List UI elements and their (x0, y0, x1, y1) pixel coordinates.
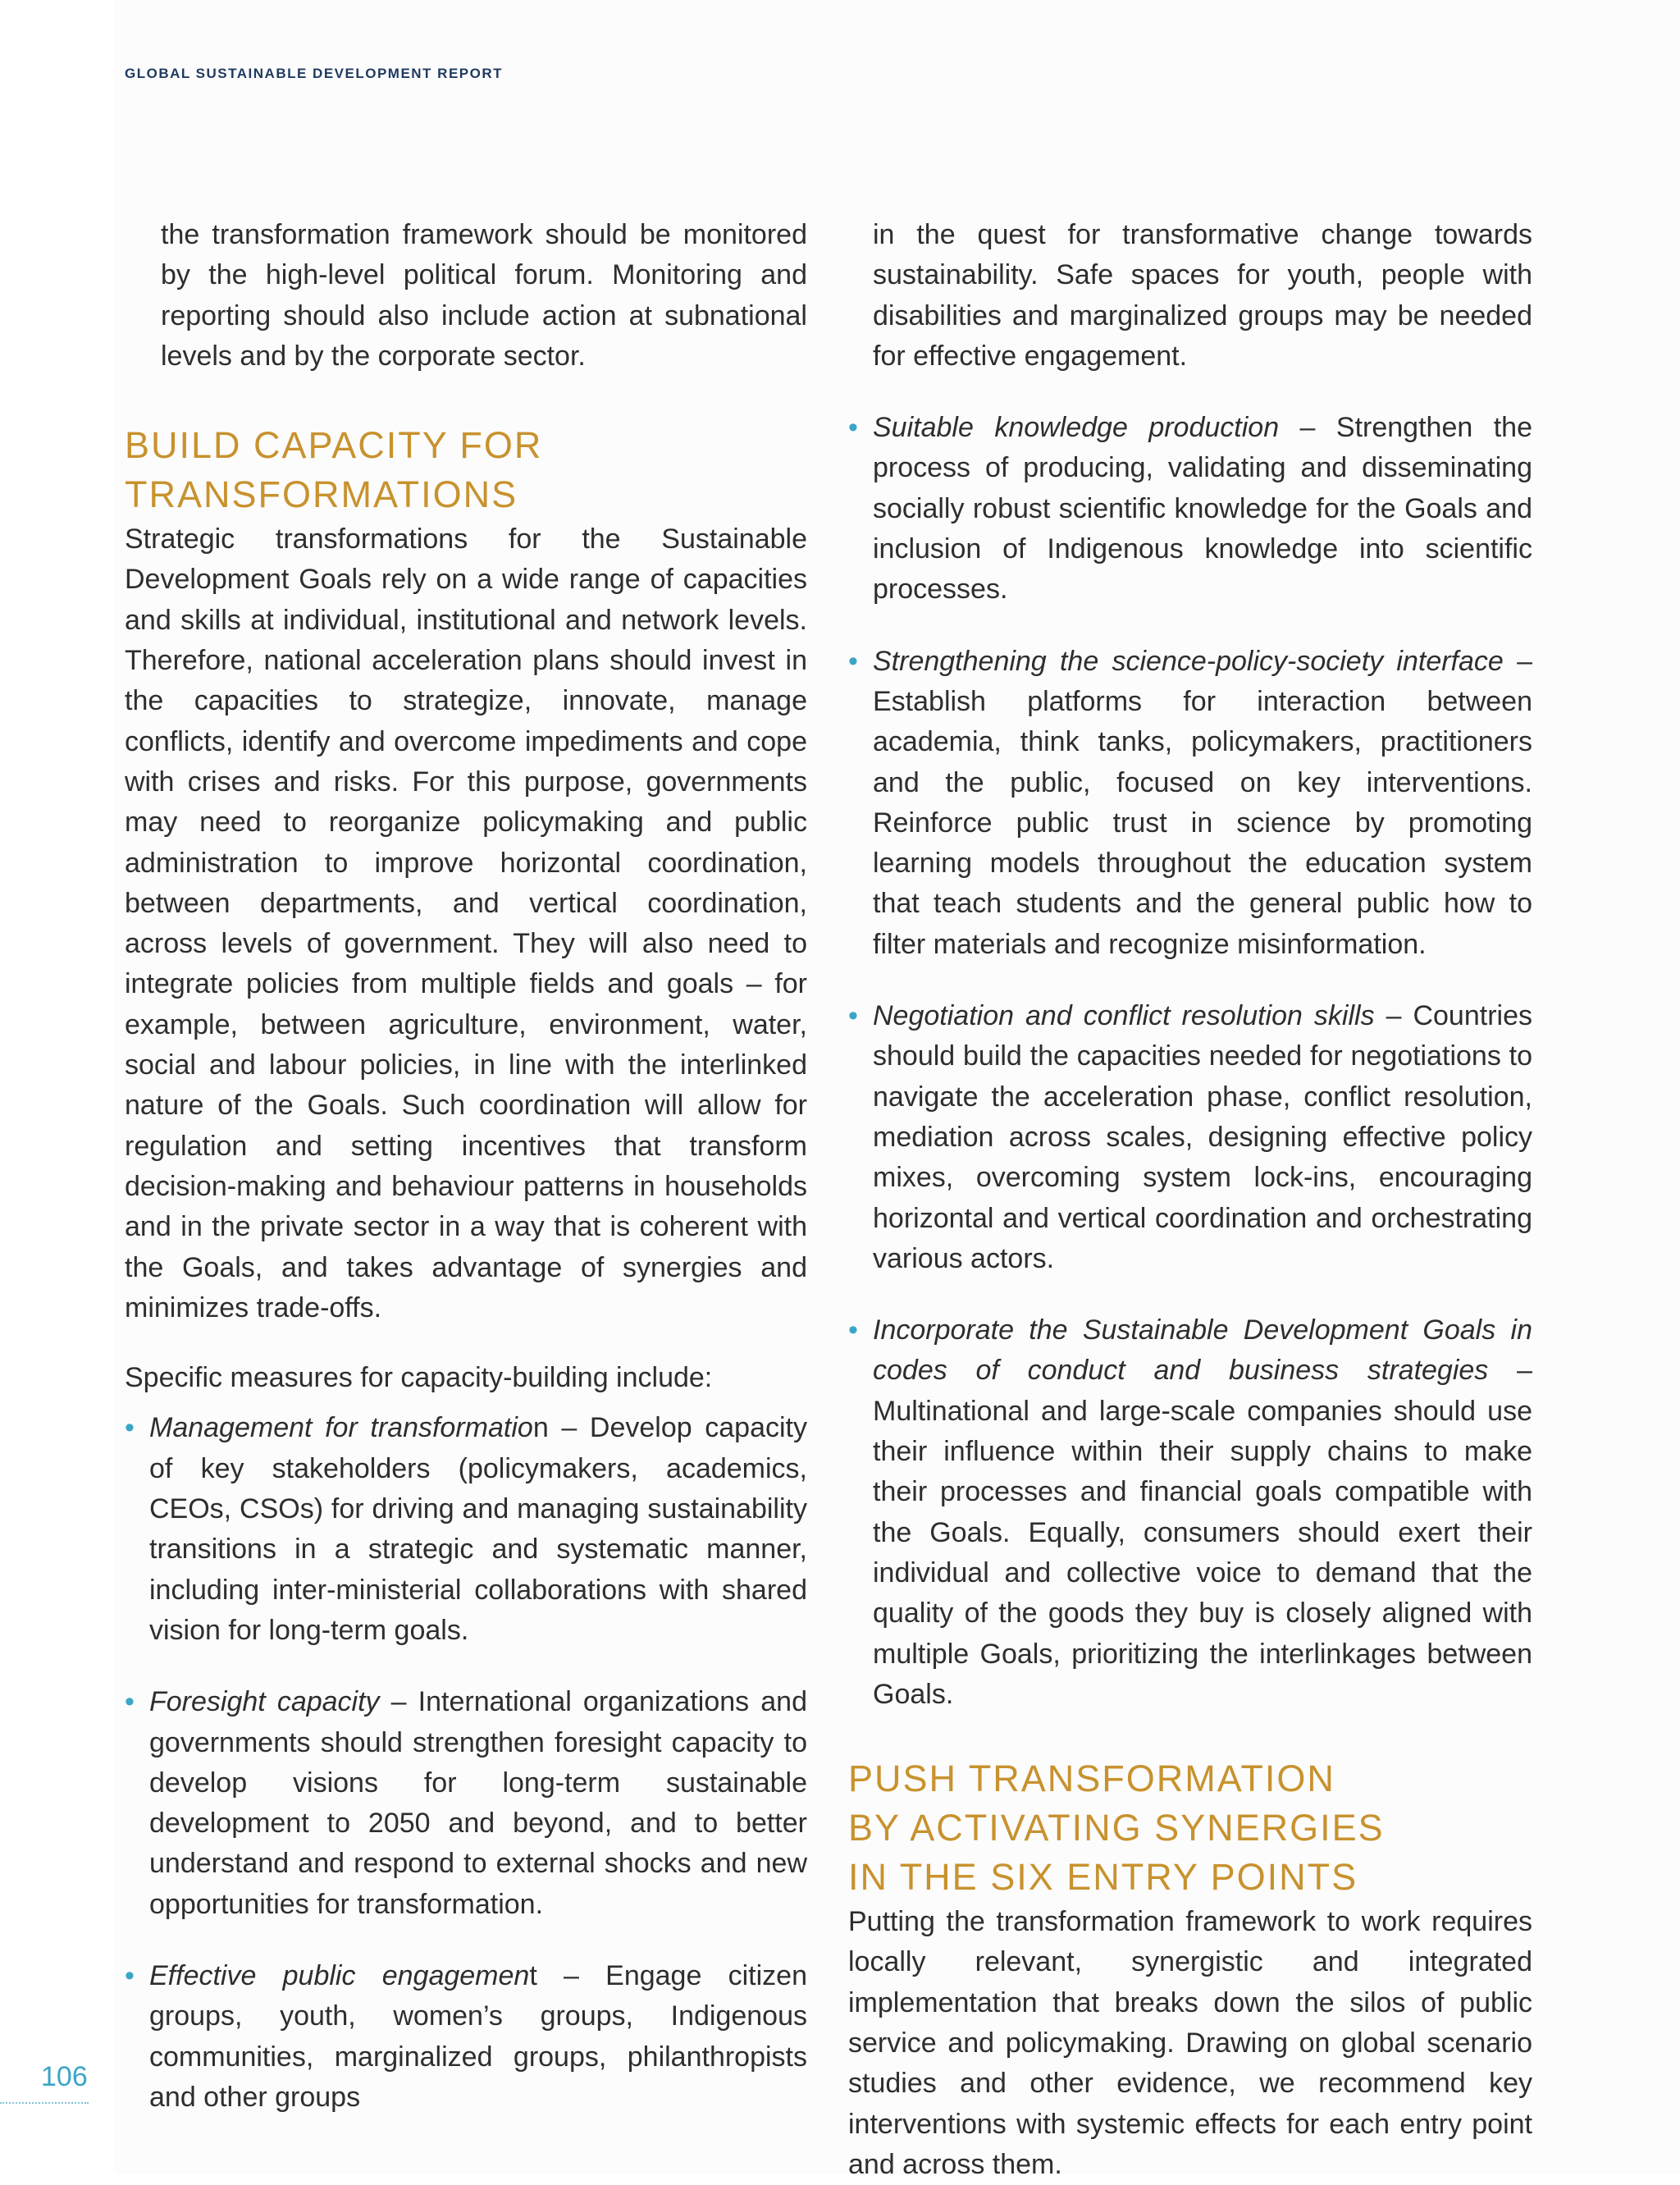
left-column (125, 215, 807, 2118)
bullet-term: Strengthening the science-policy-society interface (873, 645, 1504, 677)
bullet-text: n – Develop capacity of key stakeholders (policymakers, academics, CEOs, CSOs) for driving and managing sustainability transitions in a strategic and systematic manner, including inter-ministerial collaborations with shared vision for long-term goals. (149, 1412, 807, 1646)
section-heading-line: BUILD CAPACITY FOR (125, 424, 543, 467)
bullet-text: – International organizations and governments should strengthen foresight capacity to develop visions for long-term sustainable development to 2050 and beyond, and to better understand and respond to external shocks and new opportunities for transformation. (149, 1686, 807, 1920)
list-item (848, 1310, 1532, 1715)
bullet-icon: • (848, 1314, 858, 1346)
bullet-term: Management for transformatio (149, 1412, 533, 1444)
running-header: GLOBAL SUSTAINABLE DEVELOPMENT REPORT (125, 66, 504, 81)
bullet-intro: Specific measures for capacity-building include: (125, 1362, 713, 1394)
bullet-text: – Countries should build the capacities needed for negotiations to navigate the acceleration phase, conflict resolution, mediation across scales, designing effective policy mixes, overcoming system lock-ins, encouraging horizontal and vertical coordination and orchestrating various actors. (873, 1000, 1532, 1274)
page-number-rule (0, 2102, 89, 2104)
section-heading (125, 421, 807, 519)
bullet-term: Foresight capacity (149, 1686, 380, 1718)
list-item (125, 1682, 807, 1925)
bullet-icon: • (848, 645, 858, 677)
section-heading-line: PUSH TRANSFORMATION (848, 1758, 1335, 1800)
continuation-paragraph: the transformation framework should be monitored by the high-level political forum. Monitoring and reporting should also include action at subnational levels and by the corporate sector. (161, 219, 807, 372)
list-item (125, 1956, 807, 2118)
list-item (848, 642, 1532, 965)
bullet-term: Incorporate the Sustainable Development Goals in codes of conduct and business strategies (873, 1314, 1532, 1387)
bullet-term: Effective public engagemen (149, 1959, 530, 1991)
continuation-paragraph: in the quest for transformative change towards sustainability. Safe spaces for youth, people with disabilities and marginalized groups may be needed for effective engagement. (873, 219, 1532, 372)
list-item (125, 1408, 807, 1651)
list-item (848, 996, 1532, 1279)
bullet-icon: • (125, 1959, 135, 1991)
bullet-term: Suitable knowledge production (873, 412, 1280, 444)
body-paragraph: Strategic transformations for the Sustainable Development Goals rely on a wide range of capacities and skills at individual, institutional and network levels. Therefore, national acceleration plans should invest in the capacities to strategize, innovate, manage conflicts, identify and overcome impediments and cope with crises and risks. For this purpose, governments may need to reorganize policymaking and public administration to improve horizontal coordination, between departments, and vertical coordination, across levels of government. They will also need to integrate policies from multiple fields and goals – for example, between agriculture, environment, water, social and labour policies, in line with the interlinked nature of the Goals. Such coordination will allow for regulation and setting incentives that transform decision-making and behaviour patterns in households and in the private sector in a way that is coherent with the Goals, and takes advantage of synergies and minimizes trade-offs. (125, 523, 807, 1323)
bullet-text: – Multinational and large-scale companies should use their influence within their supply chains to make their processes and financial goals compatible with the Goals. Equally, consumers should exert their individual and collective voice to demand that the quality of the goods they buy is closely aligned with multiple Goals, prioritizing the interlinkages between Goals. (873, 1355, 1532, 1710)
bullet-text: – Establish platforms for interaction between academia, think tanks, policymakers, practitioners and the public, focused on key interventions. Reinforce public trust in science by promoting learning models throughout the education system that teach students and the general public how to filter materials and recognize misinformation. (873, 645, 1532, 960)
section-heading-line: IN THE SIX ENTRY POINTS (848, 1856, 1358, 1899)
bullet-text: t – Engage citizen groups, youth, women’s groups, Indigenous communities, marginalized groups, philanthropists and other groups (149, 1959, 807, 2113)
right-column (848, 215, 1532, 2185)
section-heading-line: TRANSFORMATIONS (125, 473, 518, 516)
list-item (848, 408, 1532, 610)
bullet-icon: • (848, 1000, 858, 1032)
bullet-icon: • (125, 1412, 135, 1444)
bullet-text: – Strengthen the process of producing, validating and disseminating socially robust scientific knowledge for the Goals and inclusion of Indigenous knowledge into scientific processes. (873, 412, 1532, 606)
section-heading-line: BY ACTIVATING SYNERGIES (848, 1807, 1385, 1849)
bullet-icon: • (125, 1686, 135, 1718)
bullet-icon: • (848, 412, 858, 444)
bullet-term: Negotiation and conflict resolution skills (873, 1000, 1375, 1032)
body-paragraph: Putting the transformation framework to work requires locally relevant, synergistic and integrated implementation that breaks down the silos of public service and policymaking. Drawing on global scenario studies and other evidence, we recommend key interventions with systemic effects for each entry point and across them. (848, 1906, 1532, 2180)
page-number: 106 (41, 2061, 88, 2092)
section-heading (848, 1754, 1532, 1902)
